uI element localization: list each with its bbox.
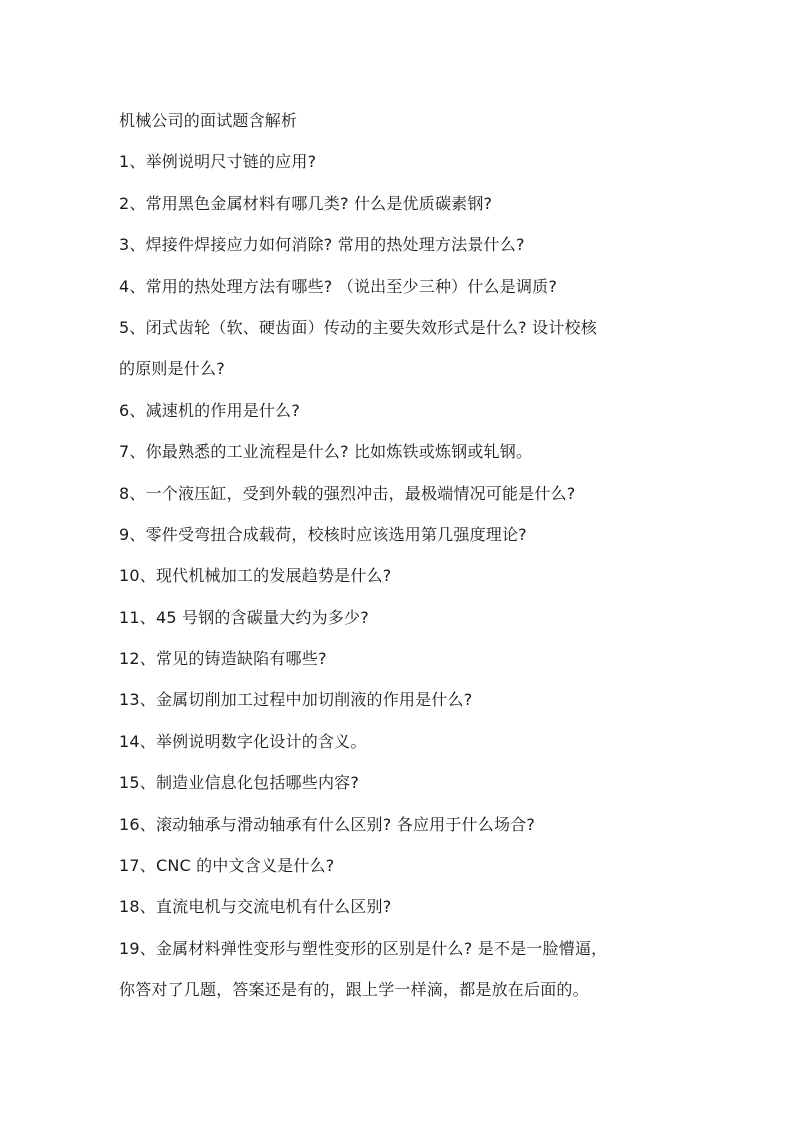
document-title: 机械公司的面试题含解析 xyxy=(119,111,298,130)
question-8: 8、一个液压缸，受到外载的强烈冲击，最极端情况可能是什么? xyxy=(119,483,576,503)
question-13: 13、金属切削加工过程中加切削液的作用是什么? xyxy=(119,690,473,710)
question-14: 14、举例说明数字化设计的含义。 xyxy=(119,731,367,751)
question-12: 12、常见的铸造缺陷有哪些? xyxy=(119,649,327,669)
question-18: 18、直流电机与交流电机有什么区别? xyxy=(119,897,392,917)
question-5: 5、闭式齿轮（软、硬齿面）传动的主要失效形式是什么? 设计校核 xyxy=(119,317,597,337)
question-16: 16、滚动轴承与滑动轴承有什么区别? 各应用于什么场合? xyxy=(119,814,536,834)
question-10: 10、现代机械加工的发展趋势是什么? xyxy=(119,566,392,586)
question-17: 17、CNC 的中文含义是什么? xyxy=(119,856,335,876)
document-body xyxy=(119,100,679,1011)
closing-remark: 你答对了几题，答案还是有的，跟上学一样滴，都是放在后面的。 xyxy=(119,980,589,1000)
question-2: 2、常用黑色金属材料有哪几类? 什么是优质碳素钢? xyxy=(119,193,493,213)
question-7: 7、你最熟悉的工业流程是什么? 比如炼铁或炼钢或轧钢。 xyxy=(119,442,533,462)
question-1: 1、举例说明尺寸链的应用? xyxy=(119,152,317,172)
question-6: 6、减速机的作用是什么? xyxy=(119,400,301,420)
question-3: 3、焊接件焊接应力如何消除? 常用的热处理方法景什么? xyxy=(119,235,525,255)
question-19: 19、金属材料弹性变形与塑性变形的区别是什么? 是不是一脸懵逼， xyxy=(119,938,608,958)
question-9: 9、零件受弯扭合成载荷，校核时应该选用第几强度理论? xyxy=(119,524,527,544)
question-4: 4、常用的热处理方法有哪些? （说出至少三种）什么是调质? xyxy=(119,276,558,296)
question-15: 15、制造业信息化包括哪些内容? xyxy=(119,773,360,793)
question-11: 11、45 号钢的含碳量大约为多少? xyxy=(119,607,369,627)
question-5-continued: 的原则是什么? xyxy=(119,359,225,379)
